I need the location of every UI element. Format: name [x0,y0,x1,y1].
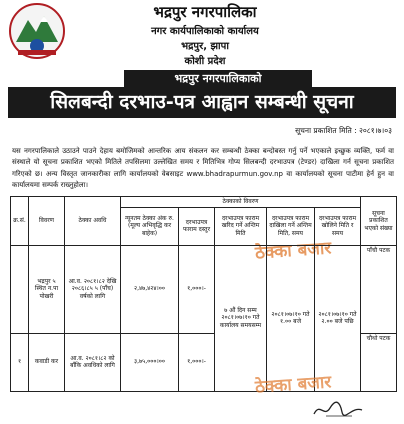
cell-sn: १ [11,333,29,391]
cell-sn [11,245,29,333]
cell-notice: पाँचौ पटक [361,245,397,333]
cell-fee: १,०००।- [179,245,215,333]
group-header: ठेक्काको विवरण [121,197,361,208]
table-row [11,245,397,333]
notice-body: यस नगरपालिकाले उठाउने पाउने देहाय बमोजिमको आन्तरिक आय संकलन कर सम्बन्धी ठेक्का बन्दोबस्त गर्नु पर्ने भएकाले इच्छुक व्यक्ति, फर्म वा संस्थाले यो सूचना प्रकाशित भएको मितिले तपसिलमा उल्लेखित समय र मितिभित्र गोप्य सिलबन्दी दरभाउपत्र (टेण्डर) दाखिला गर्न सूचना प्रकाशित गरिएको छ। अन्य विस्तृत जानकारीका लागि कार्यालयको वेबसाइट www.bhadrapurmun.gov.np वा कार्यालयको सूचना पाटीमा हेर्न हुन वा कार्यालयमा सम्पर्क राख्नुहोला। [12,147,394,189]
publish-date: सूचना प्रकाशित मिति : २०८१।७।०३ [295,126,392,135]
header-open: दरभाउपत्र फाराम खोलिने मिति र समय [315,207,361,245]
header-amount: न्यूनतम ठेक्का अंक रु. (मूल्य अभिवृद्धि कर बाहेक) [121,207,179,245]
cell-desc: भद्रपुर ५ स्थित न.पा पोखरी [29,245,65,333]
cell-period: आ.व. २०८१।८२ को बाँकि अवधिको लागि [65,333,121,391]
watermark: ठेक्का बजार [254,238,332,264]
header-notice: सूचना प्रकाशित भएको संख्या [361,197,397,246]
cell-submit: २०८१।०७।१० गते १.०० बजे [267,245,315,391]
office-name: नगर कार्यपालिकाको कार्यालय [151,26,259,37]
nepal-emblem-logo-icon [8,2,66,60]
office-address: भद्रपुर, झापा [181,41,229,52]
watermark: ठेक्का बजार [254,372,332,398]
cell-fee: १,०००।- [179,333,215,391]
province-name: कोशी प्रदेश [184,56,226,67]
header-submit: दरभाउपत्र फाराम दाखिला गर्ने अन्तिम मिति, समय [267,207,315,245]
tender-table [10,196,397,392]
notice-title: सिलबन्दी दरभाउ-पत्र आह्वान सम्बन्धी सूचना [8,87,396,118]
municipality-name: भद्रपुर नगरपालिका [153,3,257,21]
cell-notice: चौथो पटक [361,333,397,391]
cell-open: २०८१।०७।१० गते २.०० बजे पछि [315,245,361,391]
header-period: ठेक्का अवधि [65,197,121,246]
header-desc: विवरण [29,197,65,246]
cell-desc: कवाडी कर [29,333,65,391]
signature-icon [312,398,364,420]
cell-purchase: ७ औं दिन सम्म २०८१।०७।१० गते कार्यालय समयसम्म [215,245,267,391]
cell-period: आ.व. २०८१।८२ देखि २०८६।८५ ५ (पाँच) वर्षको लागि [65,245,121,333]
header-fee: दरभाउपत्र फाराम दस्तुर [179,207,215,245]
banner-subtitle: भद्रपुर नगरपालिकाको [124,70,312,87]
cell-amount: ३,७५,०००।०० [121,333,179,391]
header-purchase: दरभाउपत्र फाराम खरिद गर्ने अन्तिम मिति [215,207,267,245]
cell-amount: २,४७,४२४।०० [121,245,179,333]
header-sn: क्र.सं. [11,197,29,246]
